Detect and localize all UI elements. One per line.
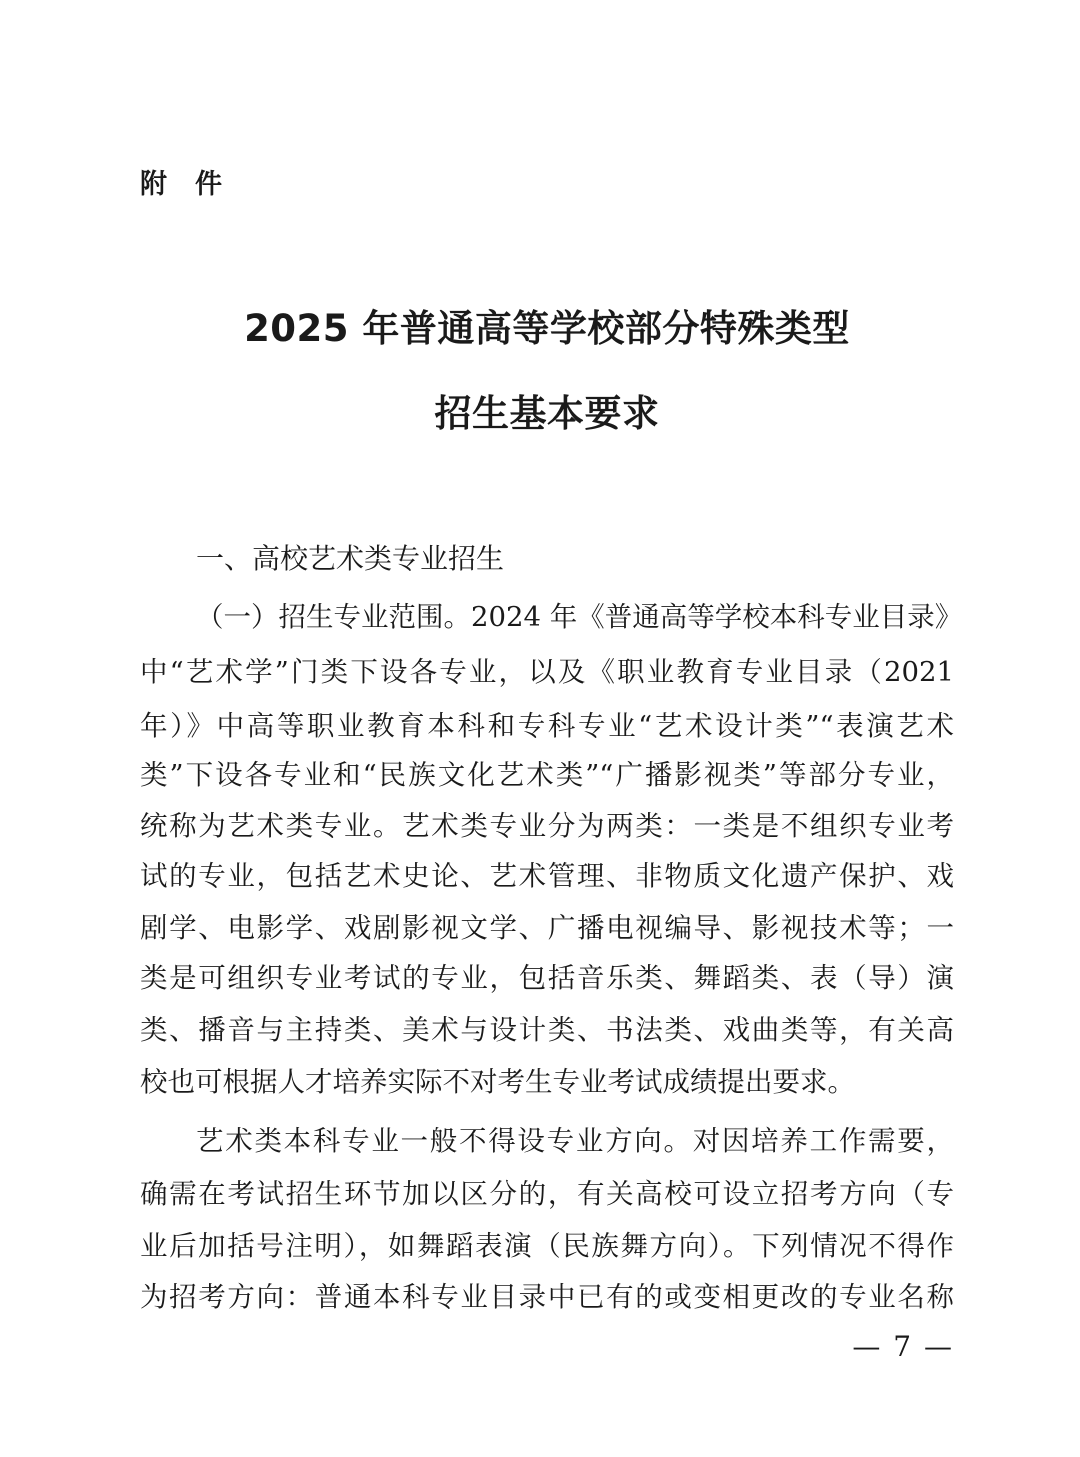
paragraph-1-line: 剧学、电影学、戏剧影视文学、广播电视编导、影视技术等；一 — [140, 912, 954, 944]
paragraph-1-line: 中“艺术学”门类下设各专业，以及《职业教育专业目录（2021 — [140, 656, 954, 688]
paragraph-1-line: 类是可组织专业考试的专业，包括音乐类、舞蹈类、表（导）演 — [140, 962, 954, 994]
document-title-line-2: 招生基本要求 — [434, 392, 660, 435]
page-number: — 7 — — [852, 1330, 954, 1363]
section-heading: 一、高校艺术类专业招生 — [196, 542, 505, 575]
paragraph-2-line: 艺术类本科专业一般不得设专业方向。对因培养工作需要， — [196, 1125, 954, 1157]
paragraph-2-line: 业后加括号注明），如舞蹈表演（民族舞方向）。下列情况不得作 — [140, 1230, 954, 1262]
paragraph-1-line: （一）招生专业范围。2024 年《普通高等学校本科专业目录》 — [196, 601, 963, 633]
paragraph-1-line: 类、播音与主持类、美术与设计类、书法类、戏曲类等，有关高 — [140, 1014, 954, 1046]
paragraph-1-line: 类”下设各专业和“民族文化艺术类”“广播影视类”等部分专业， — [140, 759, 954, 791]
attachment-label: 附件 — [140, 169, 250, 200]
paragraph-1-line: 试的专业，包括艺术史论、艺术管理、非物质文化遗产保护、戏 — [140, 860, 954, 892]
document-title-line-1: 2025 年普通高等学校部分特殊类型 — [244, 307, 850, 350]
paragraph-1-line: 校也可根据人才培养实际不对考生专业考试成绩提出要求。 — [140, 1066, 855, 1098]
paragraph-1-line: 统称为艺术类专业。艺术类专业分为两类：一类是不组织专业考 — [140, 810, 954, 842]
paragraph-1-line: 年）》中高等职业教育本科和专科专业“艺术设计类”“表演艺术 — [140, 710, 954, 742]
paragraph-2-line: 确需在考试招生环节加以区分的，有关高校可设立招考方向（专 — [140, 1178, 954, 1210]
paragraph-2-line: 为招考方向：普通本科专业目录中已有的或变相更改的专业名称 — [140, 1281, 954, 1313]
